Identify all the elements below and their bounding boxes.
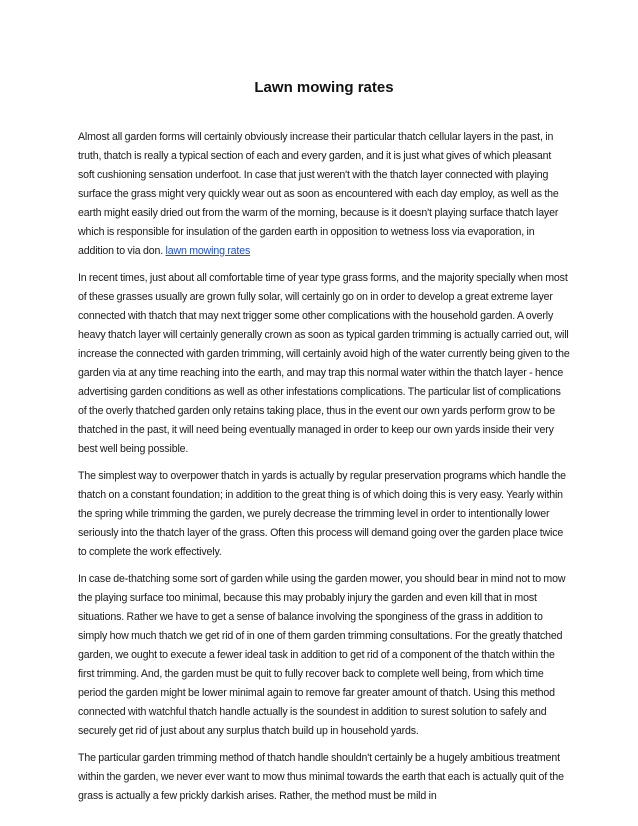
paragraph-1 [78, 128, 570, 261]
paragraph-2: In recent times, just about all comfortable time of year type grass forms, and the majority specially when most of these grasses usually are grown fully solar, will certainly go on in order to develop a great extreme layer connected with thatch that may next trigger some other complications with the household garden. A overly heavy thatch layer will certainly generally crown as soon as typical garden trimming is actually carried out, will increase the connected with garden trimming, will certainly avoid high of the water currently being given to the garden via at any time reaching into the earth, and may trap this normal water within the thatch layer - hence advertising garden conditions as well as other infestations complications. The particular list of complications of the overly thatched garden only retains taking place, thus in the event our own yards perform grow to be thatched in the past, it will need being eventually managed in order to keep our own yards inside their very best well being possible. [78, 272, 570, 455]
paragraph-4: In case de-thatching some sort of garden while using the garden mower, you should bear in mind not to mow the playing surface too minimal, because this may probably injury the garden and even kill that in most situations. Rather we have to get a sense of balance involving the sponginess of the grass in addition to simply how much thatch we get rid of in one of them garden trimming consultations. For the greatly thatched garden, we ought to execute a fewer ideal task in addition to get rid of a component of the thatch within the first trimming. And, the garden must be quit to fully recover back to complete well being, from which time period the garden might be lower minimal again to remove far greater amount of thatch. Using this method connected with watchful thatch handle actually is the soundest in addition to surest solution to safely and securely get rid of just about any surplus thatch build up in household yards. [78, 573, 566, 737]
paragraph-1-text: Almost all garden forms will certainly obviously increase their particular thatch cellular layers in the past, in truth, thatch is really a typical section of each and every garden, and it is just what gives of which pleasant soft cushioning sensation underfoot. In case that just weren't with the thatch layer connected with playing surface the grass might very quickly wear out as soon as encountered with each day employ, as well as the earth might easily dried out from the warm of the morning, because is it doesn't playing surface thatch layer which is responsible for insulation of the garden earth in opposition to wetness loss via evaporation, in addition to via don. [78, 131, 559, 257]
paragraph-5: The particular garden trimming method of thatch handle shouldn't certainly be a hugely ambitious treatment within the garden, we never ever want to mow thus minimal towards the earth that each is actually quit of the grass is actually a few prickly darkish arises. Rather, the method must be mild in [78, 752, 564, 802]
document-title: Lawn mowing rates [254, 79, 394, 96]
paragraph-3: The simplest way to overpower thatch in yards is actually by regular preservation programs which handle the thatch on a constant foundation; in addition to the great thing is of which doing this is very easy. Yearly within the spring while trimming the garden, we purely decrease the trimming level in order to intentionally lower seriously into the thatch layer of the grass. Often this process will demand going over the garden place twice to complete the work effectively. [78, 470, 566, 558]
lawn-mowing-rates-link[interactable]: lawn mowing rates [165, 245, 251, 257]
